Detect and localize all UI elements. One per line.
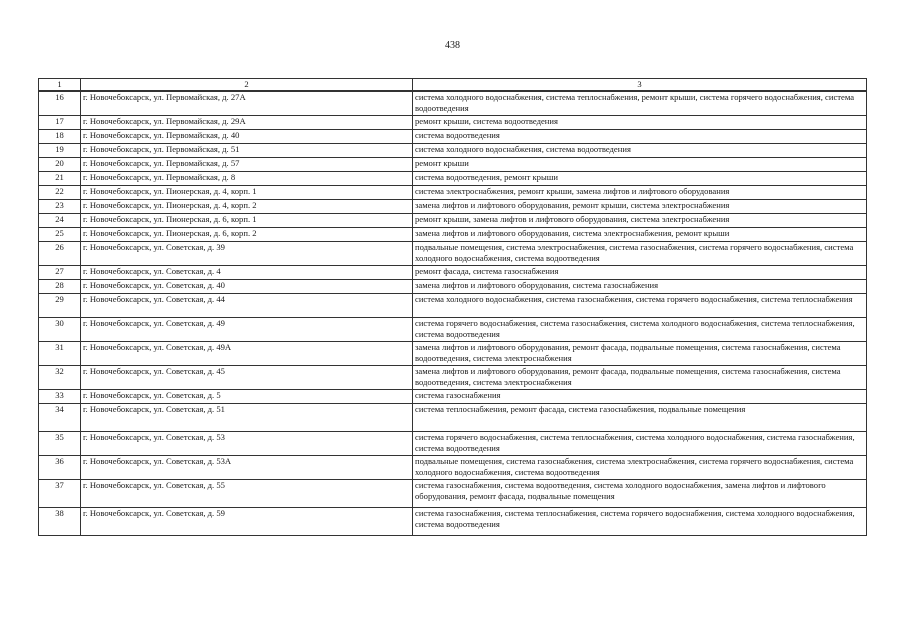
row-works: система водоотведения [413,129,867,143]
table-row [39,265,867,279]
row-address: г. Новочебоксарск, ул. Пионерская, д. 4, корп. 1 [81,185,413,199]
row-address: г. Новочебоксарск, ул. Пионерская, д. 6, корп. 1 [81,213,413,227]
row-works: замена лифтов и лифтового оборудования, система газоснабжения [413,279,867,293]
row-number: 19 [39,143,81,157]
row-number: 21 [39,171,81,185]
row-address: г. Новочебоксарск, ул. Советская, д. 5 [81,389,413,403]
row-works: система холодного водоснабжения, система водоотведения [413,143,867,157]
row-number: 20 [39,157,81,171]
row-address: г. Новочебоксарск, ул. Советская, д. 44 [81,293,413,317]
row-address: г. Новочебоксарск, ул. Советская, д. 40 [81,279,413,293]
row-number: 35 [39,431,81,455]
row-address: г. Новочебоксарск, ул. Первомайская, д. 8 [81,171,413,185]
table-row [39,213,867,227]
table-row [39,341,867,365]
row-works: замена лифтов и лифтового оборудования, система электроснабжения, ремонт крыши [413,227,867,241]
table-row [39,479,867,507]
row-number: 17 [39,115,81,129]
row-works: подвальные помещения, система электроснабжения, система газоснабжения, система горячего водоснабжения, система холодного водоснабжения, система водоотведения [413,241,867,265]
row-works: система холодного водоснабжения, система газоснабжения, система горячего водоснабжения, система теплоснабжения [413,293,867,317]
row-number: 24 [39,213,81,227]
row-number: 33 [39,389,81,403]
table-row [39,171,867,185]
row-works: система горячего водоснабжения, система теплоснабжения, система холодного водоснабжения, система газоснабжения, система водоотведения [413,431,867,455]
row-works: система водоотведения, ремонт крыши [413,171,867,185]
table-row [39,279,867,293]
row-works: замена лифтов и лифтового оборудования, ремонт крыши, система электроснабжения [413,199,867,213]
table-row [39,389,867,403]
table-row [39,115,867,129]
row-number: 37 [39,479,81,507]
row-number: 28 [39,279,81,293]
row-works: система холодного водоснабжения, система теплоснабжения, ремонт крыши, система горячего водоснабжения, система водоотведения [413,91,867,115]
row-address: г. Новочебоксарск, ул. Первомайская, д. 51 [81,143,413,157]
row-number: 23 [39,199,81,213]
houses-table [38,78,867,536]
row-number: 30 [39,317,81,341]
row-number: 38 [39,507,81,535]
table-row [39,241,867,265]
table-header [39,79,867,92]
row-works: система теплоснабжения, ремонт фасада, система газоснабжения, подвальные помещения [413,403,867,431]
column-header-works: 3 [413,79,867,92]
table-row [39,403,867,431]
table-row [39,455,867,479]
row-number: 36 [39,455,81,479]
row-number: 31 [39,341,81,365]
row-number: 25 [39,227,81,241]
table-row [39,199,867,213]
column-header-number: 1 [39,79,81,92]
row-number: 32 [39,365,81,389]
row-address: г. Новочебоксарск, ул. Советская, д. 45 [81,365,413,389]
table-row [39,185,867,199]
row-address: г. Новочебоксарск, ул. Пионерская, д. 4, корп. 2 [81,199,413,213]
row-address: г. Новочебоксарск, ул. Советская, д. 53А [81,455,413,479]
row-works: замена лифтов и лифтового оборудования, ремонт фасада, подвальные помещения, система газоснабжения, система водоотведения, система электроснабжения [413,341,867,365]
row-works: замена лифтов и лифтового оборудования, ремонт фасада, подвальные помещения, система газоснабжения, система водоотведения, система электроснабжения [413,365,867,389]
table-row [39,365,867,389]
row-address: г. Новочебоксарск, ул. Первомайская, д. 27А [81,91,413,115]
table-row [39,227,867,241]
row-address: г. Новочебоксарск, ул. Советская, д. 4 [81,265,413,279]
row-works: система газоснабжения, система водоотведения, система холодного водоснабжения, замена лифтов и лифтового оборудования, ремонт фасада, подвальные помещения [413,479,867,507]
row-number: 34 [39,403,81,431]
row-address: г. Новочебоксарск, ул. Первомайская, д. 29А [81,115,413,129]
row-address: г. Новочебоксарск, ул. Советская, д. 59 [81,507,413,535]
row-works: система горячего водоснабжения, система газоснабжения, система холодного водоснабжения, система теплоснабжения, система водоотведения [413,317,867,341]
row-address: г. Новочебоксарск, ул. Первомайская, д. 57 [81,157,413,171]
table-row [39,157,867,171]
row-address: г. Новочебоксарск, ул. Пионерская, д. 6, корп. 2 [81,227,413,241]
table-row [39,431,867,455]
row-address: г. Новочебоксарск, ул. Советская, д. 53 [81,431,413,455]
row-works: подвальные помещения, система газоснабжения, система электроснабжения, система горячего водоснабжения, система холодного водоснабжения, система водоотведения [413,455,867,479]
table-row [39,317,867,341]
table-body [39,91,867,535]
row-address: г. Новочебоксарск, ул. Первомайская, д. 40 [81,129,413,143]
row-works: система газоснабжения, система теплоснабжения, система горячего водоснабжения, система холодного водоснабжения, система водоотведения [413,507,867,535]
table-row [39,129,867,143]
row-works: ремонт крыши, замена лифтов и лифтового оборудования, система электроснабжения [413,213,867,227]
row-address: г. Новочебоксарск, ул. Советская, д. 55 [81,479,413,507]
row-works: ремонт крыши [413,157,867,171]
row-number: 16 [39,91,81,115]
row-number: 27 [39,265,81,279]
row-number: 22 [39,185,81,199]
row-works: система электроснабжения, ремонт крыши, замена лифтов и лифтового оборудования [413,185,867,199]
table-row [39,293,867,317]
row-number: 29 [39,293,81,317]
row-address: г. Новочебоксарск, ул. Советская, д. 51 [81,403,413,431]
column-header-address: 2 [81,79,413,92]
row-number: 18 [39,129,81,143]
row-works: ремонт фасада, система газоснабжения [413,265,867,279]
row-address: г. Новочебоксарск, ул. Советская, д. 39 [81,241,413,265]
row-address: г. Новочебоксарск, ул. Советская, д. 49 [81,317,413,341]
table-row [39,143,867,157]
row-works: система газоснабжения [413,389,867,403]
row-works: ремонт крыши, система водоотведения [413,115,867,129]
page-number: 438 [445,40,460,51]
row-number: 26 [39,241,81,265]
table-row [39,91,867,115]
row-address: г. Новочебоксарск, ул. Советская, д. 49А [81,341,413,365]
table-row [39,507,867,535]
